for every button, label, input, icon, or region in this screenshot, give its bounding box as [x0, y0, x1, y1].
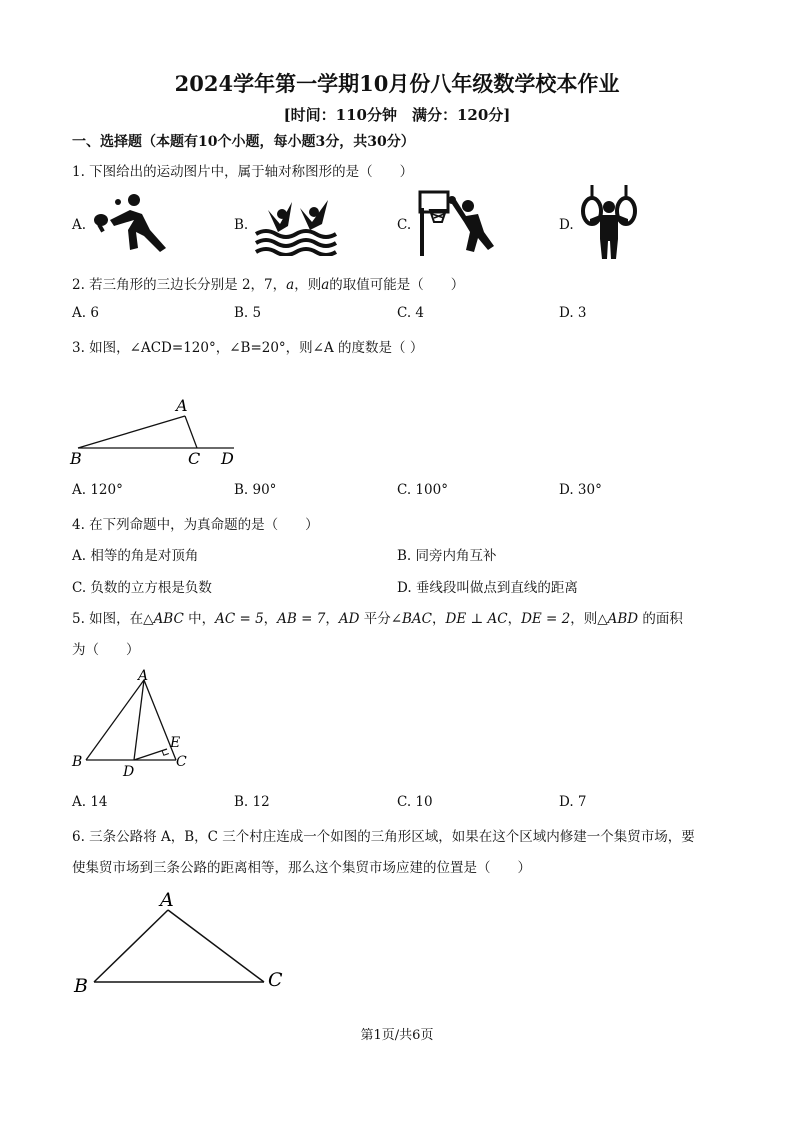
page-footer: 第1页/共6页	[360, 1028, 434, 1043]
section-heading: 一、选择题（本题有10个小题，每小题3分，共30分）	[72, 134, 415, 150]
question-6-line-2: 使集贸市场到三条公路的距离相等，那么这个集贸市场应建的位置是（ ）	[72, 860, 531, 876]
q2-option-d: D. 3	[559, 305, 587, 321]
q3-figure	[66, 390, 256, 470]
gymnastics-rings-icon	[576, 183, 642, 261]
question-3-text: 3. 如图，∠ACD=120°，∠B=20°，则∠A 的度数是（ ）	[72, 340, 424, 356]
question-5-line-1: 5. 如图，在△ABC 中，AC = 5，AB = 7，AD 平分∠BAC，DE ⊥ AC，DE = 2，则△ABD 的面积	[72, 611, 683, 627]
q5-label-b: B	[72, 754, 83, 770]
q3-label-d: D	[221, 449, 234, 468]
q5-label-c: C	[176, 754, 187, 770]
q5-label-d: D	[123, 764, 135, 780]
q3-option-a: A. 120°	[72, 482, 123, 498]
basketball-icon	[412, 188, 502, 258]
question-4-text: 4. 在下列命题中，为真命题的是（ ）	[72, 517, 319, 533]
q2-option-a: A. 6	[72, 305, 99, 321]
page-subtitle: [时间：110分钟 满分：120分]	[283, 106, 511, 124]
q1-option-d-label: D.	[559, 217, 574, 233]
question-1-text: 1. 下图给出的运动图片中，属于轴对称图形的是（ ）	[72, 164, 414, 180]
q6-label-c: C	[268, 969, 283, 991]
q3-label-b: B	[70, 449, 82, 468]
q6-label-a: A	[160, 889, 174, 911]
q3-option-b: B. 90°	[234, 482, 277, 498]
q2-option-b: B. 5	[234, 305, 262, 321]
q5-option-a: A. 14	[72, 794, 108, 810]
q1-option-c-label: C.	[397, 217, 412, 233]
q5-option-c: C. 10	[397, 794, 433, 810]
q1-option-a-label: A.	[72, 217, 87, 233]
q5-figure	[66, 666, 196, 781]
question-2-text: 2. 若三角形的三边长分别是 2，7，a，则a的取值可能是（ ）	[72, 277, 465, 293]
q1-option-b-label: B.	[234, 217, 249, 233]
q4-option-b: B. 同旁内角互补	[397, 548, 497, 564]
q5-option-b: B. 12	[234, 794, 270, 810]
page-title: 2024学年第一学期10月份八年级数学校本作业	[174, 71, 620, 96]
table-tennis-icon	[90, 190, 175, 258]
q5-label-a: A	[138, 668, 149, 684]
q3-option-d: D. 30°	[559, 482, 602, 498]
question-5-line-2: 为（ ）	[72, 642, 140, 658]
q5-label-e: E	[170, 735, 181, 751]
q3-label-a: A	[176, 396, 188, 415]
q4-option-d: D. 垂线段叫做点到直线的距离	[397, 580, 578, 596]
q2-option-c: C. 4	[397, 305, 425, 321]
q3-option-c: C. 100°	[397, 482, 448, 498]
synchronized-swimming-icon	[252, 196, 340, 256]
question-6-line-1: 6. 三条公路将 A，B，C 三个村庄连成一个如图的三角形区域，如果在这个区域内修建一个集贸市场，要	[72, 829, 695, 845]
q6-label-b: B	[74, 975, 88, 997]
q6-figure	[66, 886, 296, 998]
q4-option-c: C. 负数的立方根是负数	[72, 580, 212, 596]
q5-option-d: D. 7	[559, 794, 587, 810]
q4-option-a: A. 相等的角是对顶角	[72, 548, 199, 564]
q3-label-c: C	[188, 449, 201, 468]
